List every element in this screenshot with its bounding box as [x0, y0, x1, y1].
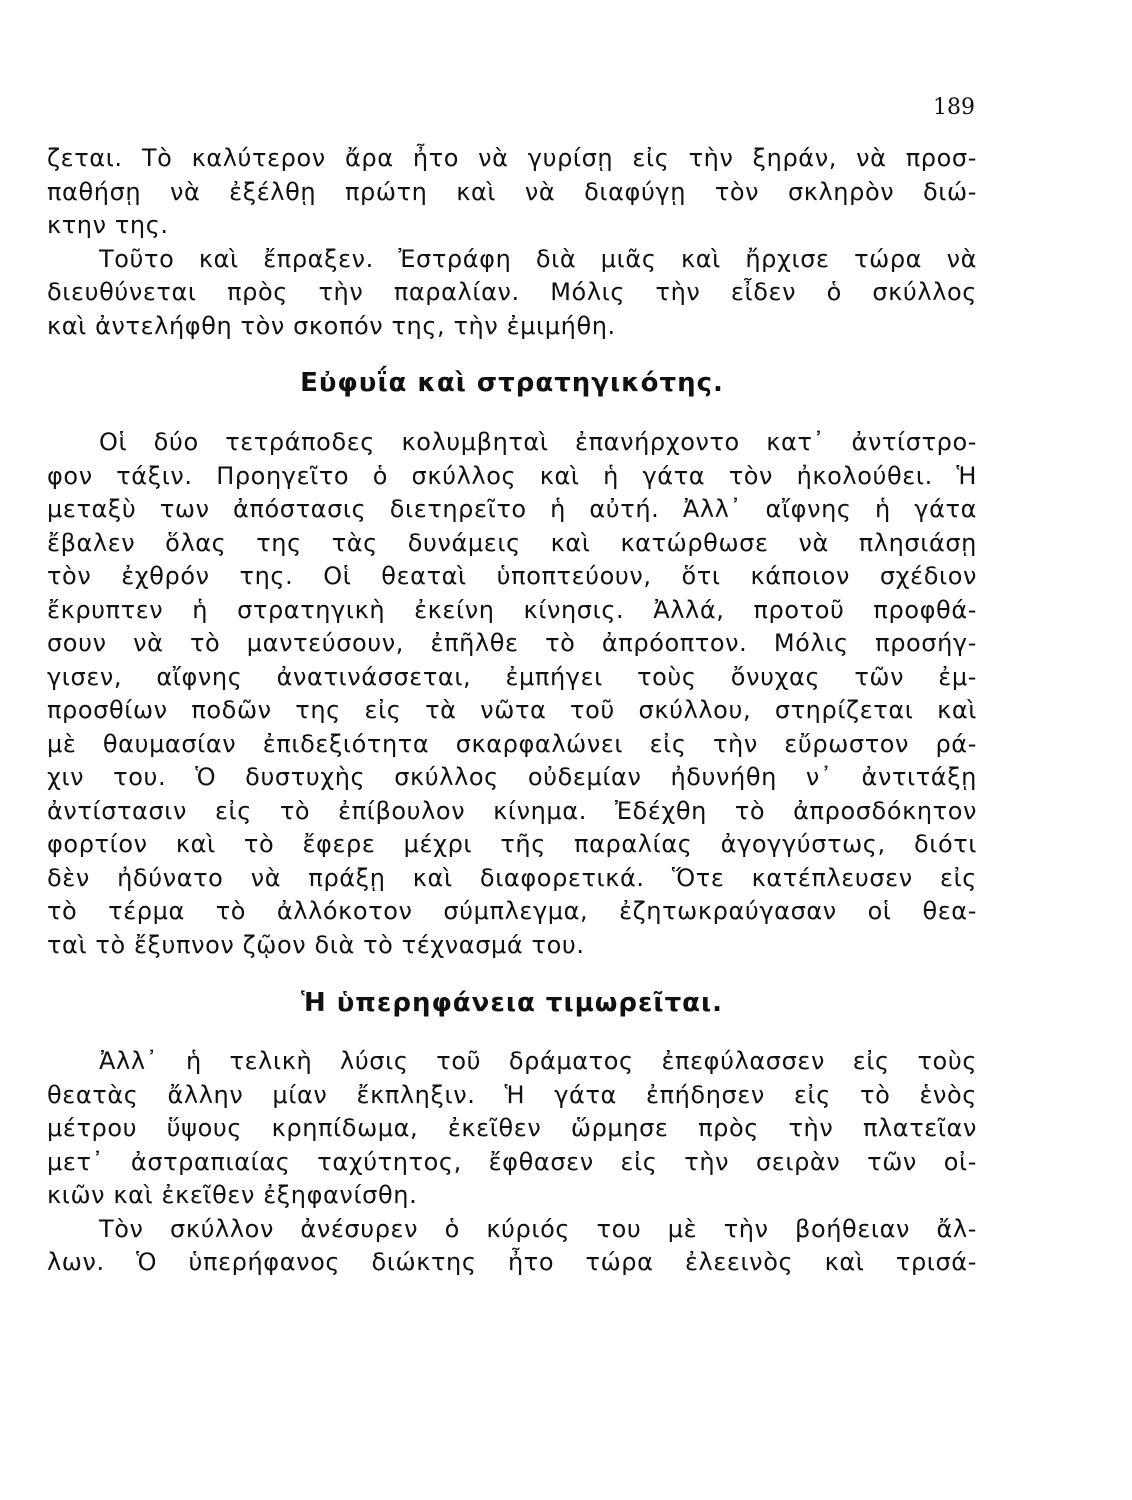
page-number: 189	[933, 95, 975, 120]
text-line: θεατὰς ἄλλην μίαν ἔκπληξιν. Ἡ γάτα ἐπήδησεν εἰς τὸ ἑνὸς	[47, 1080, 977, 1109]
text-line: Ἀλλ᾽ ἡ τελικὴ λύσις τοῦ δράματος ἐπεφύλασσεν εἰς τοὺς	[99, 1047, 977, 1075]
page-body	[47, 142, 977, 1280]
text-line: κιῶν καὶ ἐκεῖθεν ἐξηφανίσθη.	[47, 1181, 418, 1209]
text-line: φορτίον καὶ τὸ ἔφερε μέχρι τῆς παραλίας ἀγογγύστως, διότι	[47, 830, 977, 858]
paragraph-2	[47, 243, 977, 344]
text-line: μεταξὺ των ἀπόστασις διετηρεῖτο ἡ αὐτή. Ἀλλ᾽ αἴφνης ἡ γάτα	[47, 495, 977, 523]
text-line: λων. Ὁ ὑπερήφανος διώκτης ἦτο τώρα ἐλεεινὸς καὶ τρισά-	[47, 1248, 977, 1276]
text-line: ζεται. Τὸ καλύτερον ἄρα ἦτο νὰ γυρίσῃ εἰς τὴν ξηράν, νὰ προσ-	[47, 144, 977, 172]
text-line: σουν νὰ τὸ μαντεύσουν, ἐπῆλθε τὸ ἀπρόοπτον. Μόλις προσήγ-	[47, 629, 977, 657]
text-line: ταὶ τὸ ἔξυπνον ζῷον διὰ τὸ τέχνασμά του.	[47, 930, 585, 959]
text-line: μετ᾽ ἀστραπιαίας ταχύτητος, ἔφθασεν εἰς τὴν σειρὰν τῶν οἰ-	[47, 1147, 977, 1176]
section-heading-2: Ἡ ὑπερηφάνεια τιμωρεῖται.	[300, 988, 724, 1018]
paragraph-1	[47, 142, 977, 243]
text-line: ἔβαλεν ὅλας της τὰς δυνάμεις καὶ κατώρθωσε νὰ πλησιάσῃ	[47, 528, 977, 557]
text-line: καὶ ἀντελήφθη τὸν σκοπόν της, τὴν ἐμιμήθη.	[47, 311, 616, 340]
text-line: διευθύνεται πρὸς τὴν παραλίαν. Μόλις τὴν εἶδεν ὁ σκύλλος	[47, 278, 977, 306]
text-line: ἀντίστασιν εἰς τὸ ἐπίβουλον κίνημα. Ἐδέχθη τὸ ἀπροσδόκητον	[47, 796, 977, 825]
text-line: προσθίων ποδῶν της εἰς τὰ νῶτα τοῦ σκύλλου, στηρίζεται καὶ	[47, 696, 977, 724]
text-line: φον τάξιν. Προηγεῖτο ὁ σκύλλος καὶ ἡ γάτα τὸν ἠκολούθει. Ἡ	[47, 461, 977, 490]
text-line: κτην της.	[47, 211, 169, 239]
text-line: Οἱ δύο τετράποδες κολυμβηταὶ ἐπανήρχοντο κατ᾽ ἀντίστρο-	[99, 428, 977, 456]
text-line: τὸ τέρμα τὸ ἀλλόκοτον σύμπλεγμα, ἐζητωκραύγασαν οἱ θεα-	[47, 897, 977, 925]
text-line: χιν του. Ὁ δυστυχὴς σκύλλος οὐδεμίαν ἠδυνήθη ν᾽ ἀντιτάξῃ	[47, 763, 977, 791]
paragraph-3	[47, 426, 977, 962]
text-line: μὲ θαυμασίαν ἐπιδεξιότητα σκαρφαλώνει εἰς τὴν εὔρωστον ρά-	[47, 729, 977, 758]
section-heading-1: Εὐφυΐα καὶ στρατηγικότης.	[300, 368, 724, 398]
text-line: γισεν, αἴφνης ἀνατινάσσεται, ἐμπήγει τοὺς ὄνυχας τῶν ἐμ-	[47, 662, 977, 691]
text-line: παθήσῃ νὰ ἐξέλθῃ πρώτη καὶ νὰ διαφύγῃ τὸν σκληρὸν διώ-	[47, 177, 977, 206]
text-line: Τοῦτο καὶ ἔπραξεν. Ἐστράφη διὰ μιᾶς καὶ ἤρχισε τώρα νὰ	[99, 244, 977, 273]
text-line: Τὸν σκύλλον ἀνέσυρεν ὁ κύριός του μὲ τὴν βοήθειαν ἄλ-	[99, 1214, 977, 1243]
text-line: ἔκρυπτεν ἡ στρατηγικὴ ἐκείνη κίνησις. Ἀλλά, προτοῦ προφθά-	[47, 595, 977, 624]
text-line: δὲν ἠδύνατο νὰ πράξῃ καὶ διαφορετικά. Ὅτε κατέπλευσεν εἰς	[47, 863, 977, 892]
text-line: μέτρου ὕψους κρηπίδωμα, ἐκεῖθεν ὥρμησε πρὸς τὴν πλατεῖαν	[47, 1114, 977, 1142]
text-line: τὸν ἐχθρόν της. Οἱ θεαταὶ ὑποπτεύουν, ὅτι κάποιον σχέδιον	[47, 562, 977, 590]
paragraph-5	[47, 1213, 977, 1280]
paragraph-4	[47, 1045, 977, 1213]
